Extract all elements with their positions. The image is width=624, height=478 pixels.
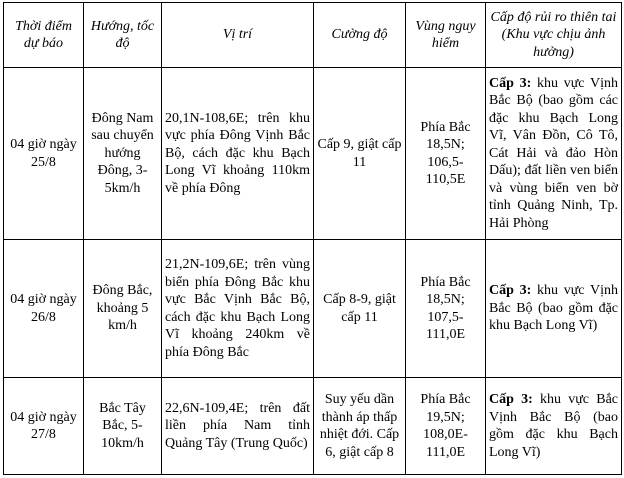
cell-time: 04 giờ ngày 26/8: [4, 240, 84, 378]
cell-position: 22,6N-109,4E; trên đất liền phía Nam tỉnh Quảng Tây (Trung Quốc): [162, 378, 314, 475]
cell-danger-zone: Phía Bắc 18,5N; 107,5-111,0E: [406, 240, 486, 378]
header-position: Vị trí: [162, 3, 314, 68]
risk-area-text: khu vực Bắc Vịnh Bắc Bộ (bao gồm đặc khu Bạch Long Vĩ): [489, 392, 618, 460]
cell-intensity: Cấp 8-9, giật cấp 11: [314, 240, 406, 378]
header-danger-zone: Vùng nguy hiểm: [406, 3, 486, 68]
risk-level-label: Cấp 3:: [489, 75, 532, 91]
cell-intensity: Cấp 9, giật cấp 11: [314, 68, 406, 240]
risk-area-text: khu vực Vịnh Bắc Bộ (bao gồm các đặc khu Bạch Long Vĩ, Vân Đồn, Cô Tô, Cát Hải và đảo Hòn Dấu); đất liền ven biển và vùng biển ven bờ tỉnh Quảng Ninh, Tp. Hải Phòng: [489, 75, 618, 231]
cell-direction: Đông Bắc, khoảng 5 km/h: [84, 240, 162, 378]
header-time: Thời điểm dự báo: [4, 3, 84, 68]
cell-position: 20,1N-108,6E; trên khu vực phía Đông Vịnh Bắc Bộ, cách đặc khu Bạch Long Vĩ khoảng 110km về phía Đông: [162, 68, 314, 240]
table-row: [4, 378, 622, 475]
cell-direction: Bắc Tây Bắc, 5-10km/h: [84, 378, 162, 475]
risk-level-label: Cấp 3:: [489, 283, 532, 299]
cell-danger-zone: Phía Bắc 19,5N; 108,0E-111,0E: [406, 378, 486, 475]
table-row: [4, 68, 622, 240]
cell-danger-zone: Phía Bắc 18,5N; 106,5-110,5E: [406, 68, 486, 240]
table-row: [4, 240, 622, 378]
cell-position: 21,2N-109,6E; trên vùng biển phía Đông Bắc khu vực Bắc Vịnh Bắc Bộ, cách đặc khu Bạch Long Vĩ khoảng 240km về phía Đông Bắc: [162, 240, 314, 378]
table-header-row: [4, 3, 622, 68]
forecast-table: [3, 2, 622, 475]
cell-time: 04 giờ ngày 27/8: [4, 378, 84, 475]
cell-risk: [486, 68, 622, 240]
cell-risk: [486, 378, 622, 475]
cell-time: 04 giờ ngày 25/8: [4, 68, 84, 240]
cell-risk: [486, 240, 622, 378]
cell-direction: Đông Nam sau chuyển hướng Đông, 3-5km/h: [84, 68, 162, 240]
header-direction: Hướng, tốc độ: [84, 3, 162, 68]
risk-level-label: Cấp 3:: [489, 392, 533, 407]
header-intensity: Cường độ: [314, 3, 406, 68]
risk-area-text: khu vực Vịnh Bắc Bộ (bao gồm đặc khu Bạch Long Vĩ): [489, 283, 618, 334]
cell-intensity: Suy yếu dần thành áp thấp nhiệt đới. Cấp 6, giật cấp 8: [314, 378, 406, 475]
header-risk-level: Cấp độ rủi ro thiên tai (Khu vực chịu ảnh hưởng): [486, 3, 622, 68]
